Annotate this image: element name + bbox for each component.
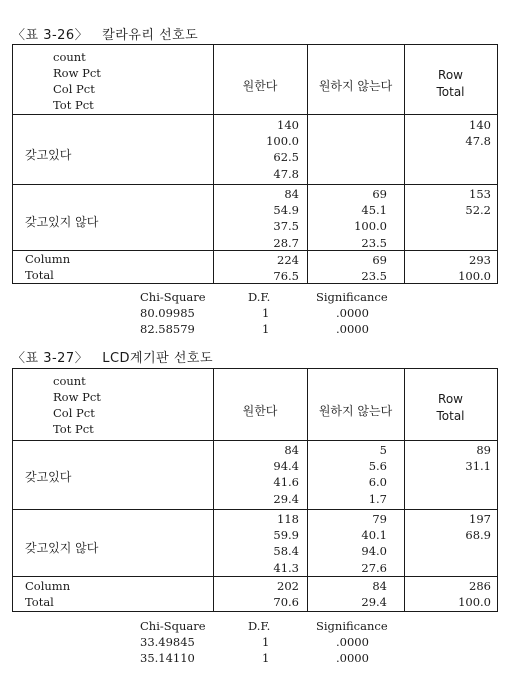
- row-label-have: 갖고있다: [25, 470, 72, 484]
- column-total-values: 69 23.5: [361, 253, 387, 284]
- row-divider: [13, 509, 497, 510]
- cell-values: 5 5.6 6.0 1.7: [368, 443, 387, 506]
- crosstab-table: [12, 368, 498, 612]
- cell-legend: count Row Pct Col Pct Tot Pct: [53, 374, 101, 436]
- grand-total-values: 286 100.0: [458, 579, 491, 610]
- column-header-not-want: 원하지 않는다: [318, 404, 393, 418]
- column-total-values: 202 70.6: [273, 579, 299, 610]
- table-title: 칼라유리 선호도: [102, 28, 199, 43]
- row-total-values: 197 68.9: [465, 512, 491, 543]
- stats-header: Significance: [316, 290, 388, 304]
- cell-values: 79 40.1 94.0 27.6: [361, 512, 387, 575]
- stats-header: Chi-Square: [140, 290, 206, 304]
- stats-header: Chi-Square: [140, 619, 206, 633]
- table-number: 〈표 3-26〉: [12, 28, 89, 43]
- table-title: LCD계기판 선호도: [102, 351, 214, 366]
- row-total-values: 89 31.1: [465, 443, 491, 474]
- row-label-have: 갖고있다: [25, 148, 72, 162]
- stats-header: D.F.: [248, 290, 271, 304]
- column-total-values: 84 29.4: [361, 579, 387, 610]
- cell-legend: count Row Pct Col Pct Tot Pct: [53, 50, 101, 112]
- row-total-values: 153 52.2: [465, 187, 491, 218]
- cell-values: 140 100.0 62.5 47.8: [266, 118, 299, 181]
- row-label-not-have: 갖고있지 않다: [25, 541, 99, 555]
- column-total-label: Column Total: [25, 579, 71, 609]
- column-header-not-want: 원하지 않는다: [318, 79, 393, 93]
- stats-header: Significance: [316, 619, 388, 633]
- cell-values: 84 54.9 37.5 28.7: [273, 187, 299, 250]
- row-divider: [13, 184, 497, 185]
- cell-values: 69 45.1 100.0 23.5: [354, 187, 387, 250]
- row-total-values: 140 47.8: [465, 118, 491, 149]
- column-header-want: 원한다: [242, 404, 278, 418]
- chi-square-stats: Chi-Square 80.09985 82.58579 D.F. 1 1 Significance .0000 .0000: [140, 290, 388, 336]
- row-label-not-have: 갖고있지 않다: [25, 215, 99, 229]
- stats-header: D.F.: [248, 619, 271, 633]
- column-header-row-total: Row Total: [436, 68, 465, 99]
- column-header-row-total: Row Total: [436, 392, 465, 423]
- chi-square-stats: Chi-Square 33.49845 35.14110 D.F. 1 1 Significance .0000 .0000: [140, 619, 388, 665]
- column-total-label: Column Total: [25, 252, 71, 282]
- cell-values: 118 59.9 58.4 41.3: [273, 512, 299, 575]
- row-divider: [13, 114, 497, 115]
- table-caption: [12, 347, 213, 366]
- grand-total-values: 293 100.0: [458, 253, 491, 284]
- row-divider: [13, 576, 497, 577]
- table-number: 〈표 3-27〉: [12, 351, 89, 366]
- row-divider: [13, 440, 497, 441]
- cell-values: 84 94.4 41.6 29.4: [273, 443, 299, 506]
- column-header-want: 원한다: [242, 79, 278, 93]
- crosstab-table: [12, 44, 498, 284]
- table-caption: [12, 24, 198, 43]
- column-total-values: 224 76.5: [273, 253, 299, 284]
